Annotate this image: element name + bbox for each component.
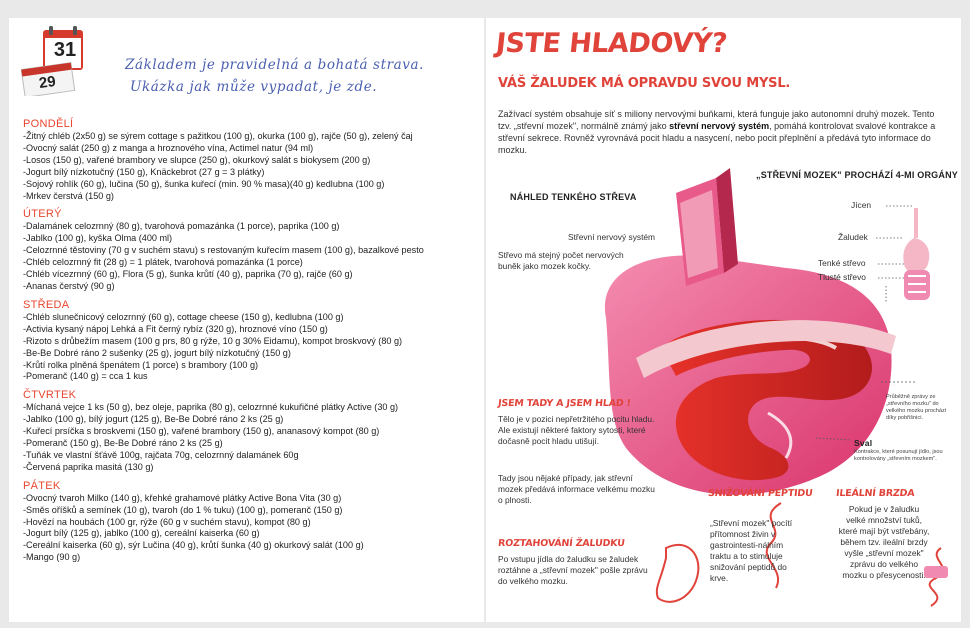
meal-item: -Losos (150 g), vařené brambory ve slupce (250 g), okurkový salát s biokysem (200 g) (23, 154, 371, 165)
day-section (23, 389, 478, 473)
meal-item: -Activia kysaný nápoj Lehká a Fit černý rybíz (320 g), hroznové víno (150 g) (23, 323, 328, 334)
calendar-day-29: 29 (37, 72, 57, 93)
lead-part: , pomáhá kontrolovat svalové kontrakce a střevní sekrece. Rovněž vyrovnává pocit hladu a nasycení, nebo pocit přeplnění a předává tyto informace do mozku. (498, 121, 936, 155)
lead-paragraph (498, 108, 938, 156)
peptide-text: „Střevní mozek" pocítí přítomnost živin v gastrointesti-nálním traktu a to stimuluje snižování peptidů do krve. (710, 518, 793, 583)
day-section (23, 480, 478, 564)
meal-item: -Chléb vícezrnný (60 g), Flora (5 g), šunka krůtí (40 g), paprika (70 g), rajče (60 g) (23, 269, 353, 280)
meal-item: -Ananas čerstvý (90 g) (23, 280, 115, 291)
calendar-icon (21, 26, 93, 96)
infographic-page (486, 18, 961, 622)
organ-label: Žaludek (838, 232, 868, 242)
lead-part: Zažívací systém obsahuje síť s miliony nervovými buňkami, která funguje jako autonomní druhý mozek. Tento tzv. „střevní mozek", normálně známý jako (498, 109, 935, 131)
calendar-day-31: 31 (53, 39, 77, 61)
organ-label: Jícen (851, 200, 872, 210)
day-title: ČTVRTEK (23, 389, 77, 402)
intro-text (125, 54, 424, 98)
meal-item: -Jogurt bílý (125 g), jablko (100 g), cereální kaiserka (60 g) (23, 528, 260, 539)
ileal-text: Pokud je v žaludku velké množství tuků, které mají být vstřebány, během tzv. ileální brzdy vyšle „střevní mozek" zprávu do velkého mozku o přesycenosti. (838, 504, 930, 580)
intro-line: Ukázka jak může vypadat, je zde. (130, 79, 378, 95)
headline: JSTE HLADOVÝ? (494, 28, 729, 59)
day-section (23, 208, 478, 292)
stretch-title: ROZTAHOVÁNÍ ŽALUDKU (497, 538, 626, 549)
organ-label: Tlusté střevo (818, 272, 866, 282)
meal-item: -Be-Be Dobré ráno 2 sušenky (25 g), jogurt bílý nízkotučný (150 g) (23, 347, 291, 358)
meal-item: -Jablko (100 g), kyška Olma (400 ml) (23, 233, 173, 244)
meal-item: -Červená paprika masitá (130 g) (23, 461, 154, 472)
stomach-icon (903, 238, 929, 273)
meal-item: -Míchaná vejce 1 ks (50 g), bez oleje, paprika (80 g), celozrnné kukuřičné plátky Active (30 g) (23, 402, 399, 413)
intestine-title: NÁHLED TENKÉHO STŘEVA (510, 192, 637, 202)
hunger-text: Tělo je v pozici nepřetržitého pocitu hladu. Ale existují některé faktory sytosti, které dočasně pocit hladu utišují. (498, 414, 655, 446)
meal-item: -Žitný chléb (2x50 g) se sýrem cottage s pažitkou (100 g), okurka (100 g), rajče (50 g), zelený čaj (23, 131, 413, 141)
small-note: Průběžně zprávy ze „střevního mozku" do velkého mozku prochází díky pobřišnici. (886, 394, 947, 421)
organs-title: „STŘEVNÍ MOZEK" PROCHÁZÍ 4-MI ORGÁNY (756, 170, 958, 180)
stomach-outline-icon (657, 545, 699, 602)
meal-item: -Sojový rohlík (60 g), lučina (50 g), šunka kuřecí (min. 90 % masa)(40 g) kedlubna (100 g) (23, 178, 385, 189)
lead-bold: střevní nervový systém (669, 121, 770, 131)
intro-line: Základem je pravidelná a bohatá strava. (125, 57, 425, 73)
day-title: ÚTERÝ (23, 208, 62, 221)
day-section (23, 299, 478, 383)
meal-item: -Dalamánek celozrnný (80 g), tvarohová pomazánka (1 porce), paprika (100 g) (23, 221, 340, 232)
meal-item: -Tuňák ve vlastní šťávě 100g, rajčata 70g, celozrnný dalamánek 60g (23, 449, 299, 460)
meal-item: -Ovocný salát (250 g) z manga a hroznového vína, Actimel natur (94 ml) (23, 142, 314, 153)
meal-item: -Mango (90 g) (23, 552, 81, 563)
muscle-text: Kontrakce, které posunují jídlo, jsou kontrolovány „střevním mozkem". (854, 449, 943, 462)
day-title: PONDĚLÍ (23, 118, 74, 130)
meal-item: -Chléb slunečnicový celozrnný (60 g), cottage cheese (150 g), kedlubna (100 g) (23, 311, 344, 322)
hunger-text: Tady jsou nějaké případy, jak střevní mozek předává informace velkému mozku o plnosti. (498, 473, 655, 505)
meal-item: -Pomeranč (140 g) = cca 1 kus (23, 371, 148, 382)
intestine-text: Střevo má stejný počet nervových buněk jako mozek kočky. (498, 250, 624, 271)
ileal-title: ILEÁLNÍ BRZDA (835, 488, 915, 499)
meal-item: -Krůtí rolka plněná špenátem (1 porce) s brambory (100 g) (23, 359, 259, 370)
nervous-system-label: Střevní nervový systém (568, 232, 656, 242)
hunger-title: JSEM TADY A JSEM HLAD ! (497, 398, 632, 409)
peptide-title: SNIŽOVÁNÍ PEPTIDU (707, 488, 814, 499)
day-title: STŘEDA (23, 298, 70, 311)
organ-label: Tenké střevo (818, 258, 866, 268)
meal-item: -Pomeranč (150 g), Be-Be Dobré ráno 2 ks (25 g) (23, 438, 223, 449)
meal-item: -Hovězí na houbách (100 gr, rýže (60 g v suchém stavu), kompot (80 g) (23, 516, 311, 527)
meal-item: -Celozrnné těstoviny (70 g v suchém stavu) s restovaným kuřecím masem (100 g), bazalkové pesto (23, 245, 424, 256)
meal-item: -Ovocný tvaroh Milko (140 g), křehké grahamové plátky Active Bona Vita (30 g) (23, 492, 342, 503)
meal-item: -Směs oříšků a semínek (10 g), tvaroh (do 1 % tuku) (100 g), pomeranč (150 g) (23, 504, 343, 515)
day-section (23, 118, 478, 202)
muscle-title: Sval (854, 438, 873, 448)
meal-plan (23, 118, 478, 570)
meal-item: -Kuřecí prsíčka s broskvemi (150 g), vařené brambory (150 g), ananasový kompot (80 g) (23, 426, 380, 437)
diet-page (9, 18, 484, 622)
meal-item: -Jablko (100 g), bílý jogurt (125 g), Be-Be Dobré ráno 2 ks (25 g) (23, 414, 284, 425)
day-title: PÁTEK (23, 479, 61, 492)
meal-item: -Jogurt bílý nízkotučný (150 g), Knäckebrot (27 g = 3 plátky) (23, 166, 265, 177)
stretch-text: Po vstupu jídla do žaludku se žaludek roztáhne a „střevní mozek" pošle zprávu do velkého mozku. (498, 554, 648, 586)
meal-item: -Rizoto s drůbežím masem (100 g prs, 80 g rýže, 10 g 30% Eidamu), kompot broskvový (80 g) (23, 335, 403, 346)
meal-item: -Chléb celozrnný fit (28 g) = 1 plátek, tvarohová pomazánka (1 porce) (23, 257, 303, 268)
subheadline: VÁŠ ŽALUDEK MÁ OPRAVDU SVOU MYSL. (498, 76, 791, 91)
meal-item: -Cereální kaiserka (60 g), sýr Lučina (40 g), krůtí šunka (40 g) okurkový salát (100 g) (23, 540, 364, 551)
meal-item: -Mrkev čerstvá (150 g) (23, 190, 114, 201)
